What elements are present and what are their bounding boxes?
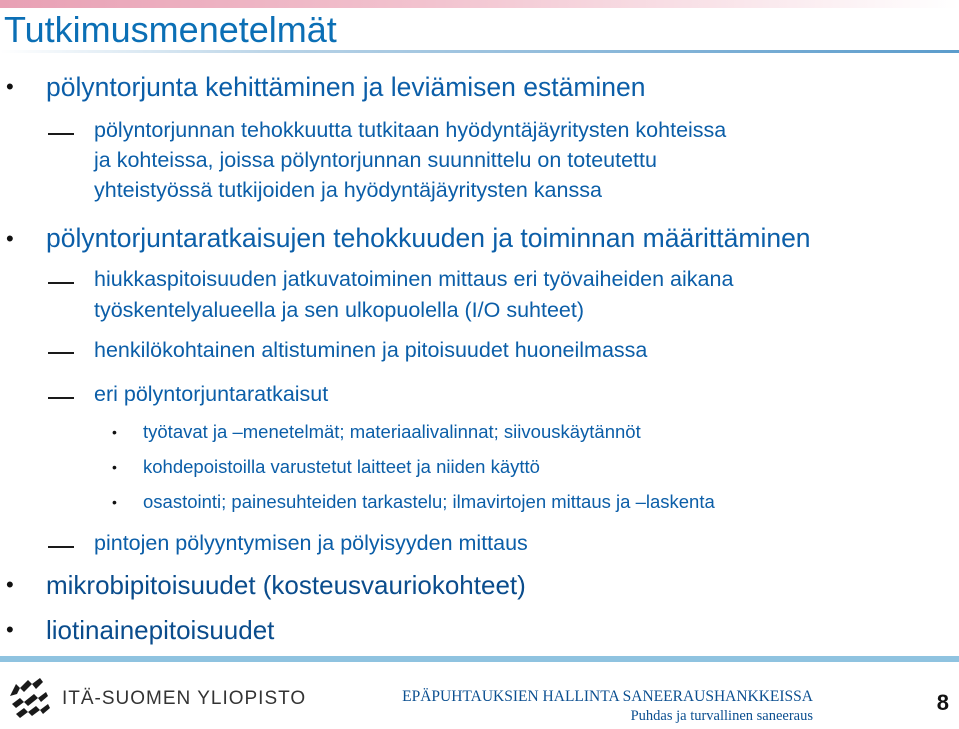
bullet-icon: • bbox=[6, 617, 14, 642]
footer-project-title: EPÄPUHTAUKSIEN HALLINTA SANEERAUSHANKKEISSA bbox=[402, 688, 813, 705]
bullet-item-level1: pölyntorjunta kehittäminen ja leviämisen estäminen bbox=[46, 72, 646, 102]
dash-icon bbox=[48, 352, 74, 354]
dash-icon bbox=[48, 546, 74, 548]
bullet-item-level2-line: pintojen pölyyntymisen ja pölyisyyden mittaus bbox=[94, 531, 528, 555]
bullet-item-level2-line: hiukkaspitoisuuden jatkuvatoiminen mittaus eri työvaiheiden aikana bbox=[94, 267, 734, 291]
bullet-item-level3: kohdepoistoilla varustetut laitteet ja niiden käyttö bbox=[143, 456, 540, 477]
bullet-icon: • bbox=[6, 74, 14, 99]
dash-icon bbox=[48, 397, 74, 399]
bullet-item-level2-line: eri pölyntorjuntaratkaisut bbox=[94, 382, 329, 406]
bullet-item-level1: mikrobipitoisuudet (kosteusvauriokohteet) bbox=[46, 570, 526, 600]
bullet-icon: • bbox=[6, 572, 14, 597]
bullet-item-level2-line: yhteistyössä tutkijoiden ja hyödyntäjäyritysten kanssa bbox=[94, 178, 602, 202]
page-number: 8 bbox=[936, 690, 949, 715]
university-name: ITÄ-SUOMEN YLIOPISTO bbox=[62, 688, 307, 709]
dash-icon bbox=[48, 133, 74, 135]
bullet-item-level2-line: henkilökohtainen altistuminen ja pitoisuudet huoneilmassa bbox=[94, 338, 648, 362]
title-underline bbox=[0, 50, 959, 53]
bullet-icon: • bbox=[112, 424, 117, 440]
bullet-item-level2-line: työskentelyalueella ja sen ulkopuolella (I/O suhteet) bbox=[94, 298, 585, 322]
bullet-item-level3: työtavat ja –menetelmät; materiaalivalinnat; siivouskäytännöt bbox=[143, 421, 641, 442]
bullet-item-level3: osastointi; painesuhteiden tarkastelu; ilmavirtojen mittaus ja –laskenta bbox=[143, 491, 715, 512]
bullet-icon: • bbox=[112, 494, 117, 510]
top-accent-bar bbox=[0, 0, 959, 8]
bullet-item-level2-line: pölyntorjunnan tehokkuutta tutkitaan hyödyntäjäyritysten kohteissa bbox=[94, 118, 727, 142]
bullet-icon: • bbox=[112, 459, 117, 475]
footer-divider bbox=[0, 656, 959, 662]
footer-subtitle: Puhdas ja turvallinen saneeraus bbox=[630, 708, 813, 724]
university-logo bbox=[6, 674, 346, 724]
bullet-item-level2-line: ja kohteissa, joissa pölyntorjunnan suunnittelu on toteutettu bbox=[94, 148, 657, 172]
bullet-item-level1: pölyntorjuntaratkaisujen tehokkuuden ja toiminnan määrittäminen bbox=[46, 223, 811, 253]
university-emblem-icon bbox=[6, 674, 54, 724]
slide-title: Tutkimusmenetelmät bbox=[4, 9, 337, 50]
bullet-icon: • bbox=[6, 226, 14, 251]
dash-icon bbox=[48, 282, 74, 284]
bullet-item-level1: liotinainepitoisuudet bbox=[46, 615, 275, 645]
